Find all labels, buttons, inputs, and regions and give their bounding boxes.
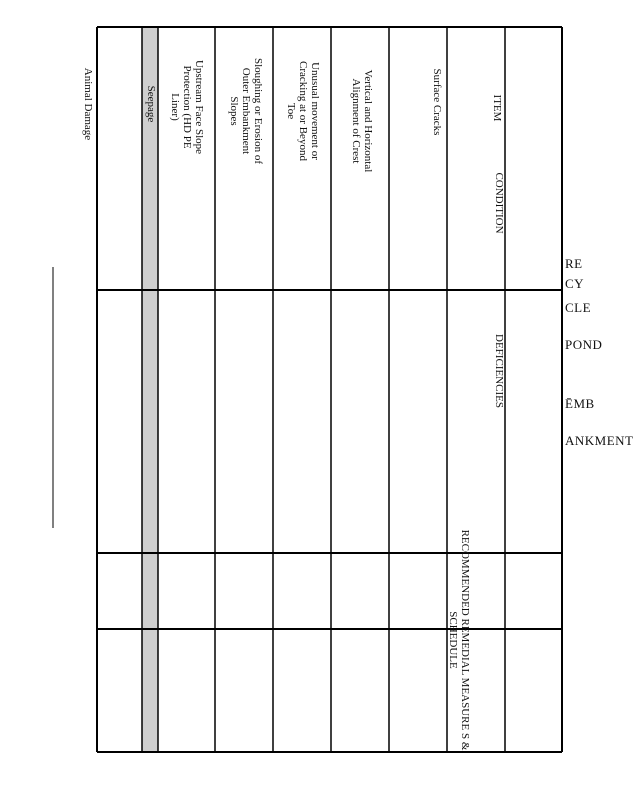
row-label-surface-cracks: Surface Cracks bbox=[431, 68, 443, 136]
row-label-seepage: Seepage bbox=[145, 85, 157, 123]
row-label-sloughing-erosion: Sloughing or Erosion of Outer Embankment Slopes bbox=[228, 57, 264, 165]
side-title-part-6: ANKMENT bbox=[565, 433, 634, 448]
recommended-header: RECOMMENDED REMEDIAL MEASURE S & SCHEDULE bbox=[447, 529, 471, 751]
deficiencies-header: DEFICIENCIES bbox=[493, 334, 505, 408]
row-label-crest-alignment: Vertical and Horizontal Alignment of Crest bbox=[350, 69, 374, 173]
condition-header: CONDITION bbox=[493, 172, 505, 234]
side-title-part-2: CY bbox=[565, 276, 585, 291]
side-title-part-4: POND bbox=[565, 337, 603, 352]
animal-damage-label: Animal Damage bbox=[82, 67, 94, 141]
row-label-toe-movement: Unusual movement or Cracking at or Beyond Toe bbox=[285, 61, 321, 161]
side-title-part-5: ĒMB bbox=[565, 396, 595, 411]
item-header: ITEM bbox=[491, 94, 503, 122]
side-title-part-1: RE bbox=[565, 256, 583, 271]
side-title-part-3: CLE bbox=[565, 300, 592, 315]
row-label-upstream-liner: Upstream Face Slope Protection (HD PE Liner) bbox=[169, 59, 205, 155]
